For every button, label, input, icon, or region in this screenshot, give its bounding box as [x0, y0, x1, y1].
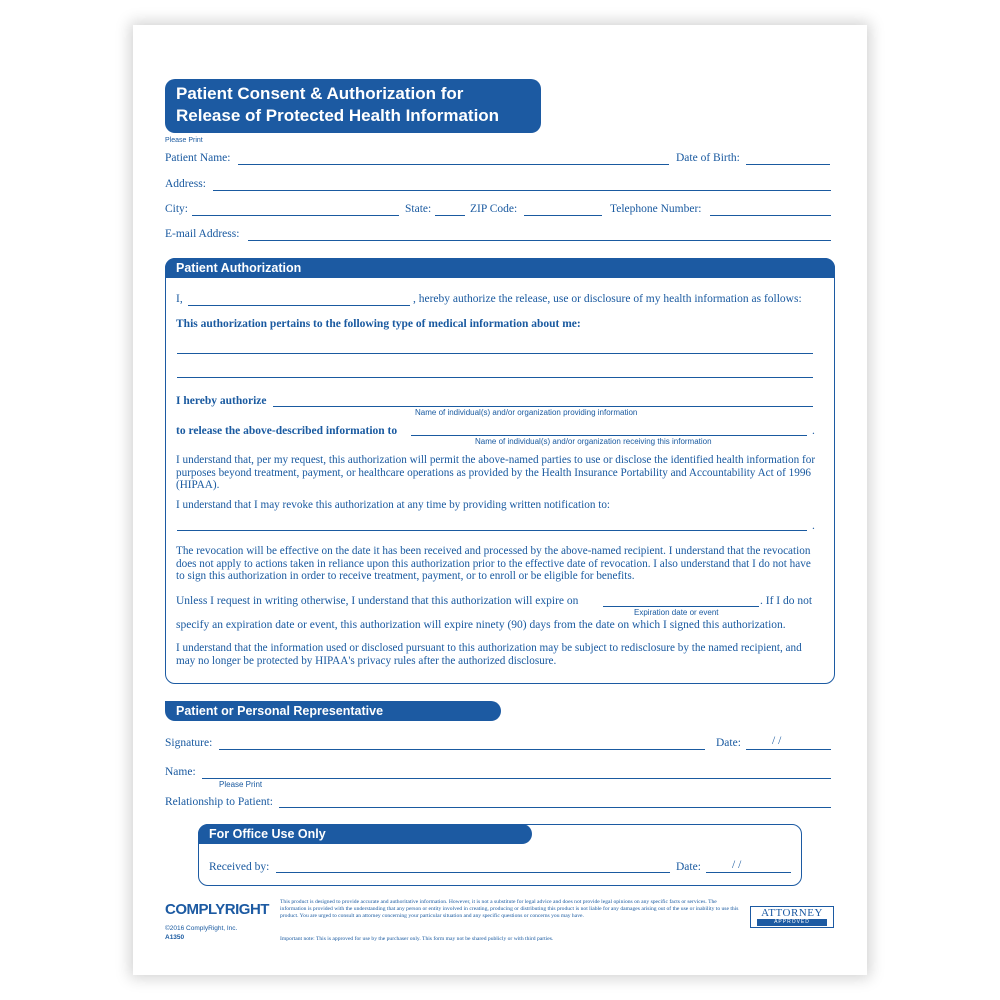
i-prefix: I,	[176, 293, 183, 305]
form-title	[165, 79, 541, 133]
please-print-note: Please Print	[165, 137, 203, 144]
expiration-field[interactable]	[603, 606, 759, 607]
dob-label: Date of Birth:	[676, 152, 740, 164]
revocation-period: .	[812, 520, 815, 532]
city-field[interactable]	[192, 215, 399, 216]
paragraph-redisclosure: I understand that the information used or disclosed pursuant to this authorization may be subject to redisclosure by the named recipient, and may no longer be protected by HIPAA's privacy rules after the authorized disclosure.	[176, 642, 802, 667]
authorizer-name-field[interactable]	[188, 305, 410, 306]
expiration-caption: Expiration date or event	[634, 608, 719, 617]
expire-suffix: . If I do not	[760, 595, 813, 607]
i-suffix: , hereby authorize the release, use or disclosure of my health information as follows:	[413, 293, 802, 305]
received-by-label: Received by:	[209, 861, 270, 873]
copyright-text: ©2016 ComplyRight, Inc.	[165, 925, 238, 932]
signature-field[interactable]	[219, 749, 705, 750]
office-date-label: Date:	[676, 861, 701, 873]
approved-text: APPROVED	[757, 919, 827, 926]
relationship-label: Relationship to Patient:	[165, 796, 273, 808]
signature-date-field[interactable]	[746, 749, 831, 750]
city-label: City:	[165, 203, 189, 215]
signature-date-slashes: / /	[772, 735, 782, 747]
authorization-heading: Patient Authorization	[165, 258, 835, 278]
office-date-field[interactable]	[706, 872, 791, 873]
representative-heading: Patient or Personal Representative	[165, 701, 501, 721]
address-field[interactable]	[213, 190, 831, 191]
email-label: E-mail Address:	[165, 228, 240, 240]
release-to-label: to release the above-described information to	[176, 425, 398, 437]
address-label: Address:	[165, 178, 206, 190]
office-date-slashes: / /	[732, 859, 742, 871]
signature-label: Signature:	[165, 737, 213, 749]
name-please-print: Please Print	[219, 780, 263, 789]
patient-name-label: Patient Name:	[165, 152, 231, 164]
expire-prefix: Unless I request in writing otherwise, I understand that this authorization will expire on	[176, 595, 579, 607]
title-line-1: Patient Consent & Authorization for	[176, 84, 464, 103]
provider-field[interactable]	[273, 406, 813, 407]
receiver-field[interactable]	[411, 435, 807, 436]
zip-label: ZIP Code:	[470, 203, 518, 215]
relationship-field[interactable]	[279, 807, 831, 808]
name-field[interactable]	[202, 778, 831, 779]
medical-info-line-1[interactable]	[177, 353, 813, 354]
name-label: Name:	[165, 766, 196, 778]
state-field[interactable]	[435, 215, 465, 216]
expire-line-2: specify an expiration date or event, this authorization will expire ninety (90) days from the date on which I signed this authorization.	[176, 619, 786, 631]
hereby-authorize-label: I hereby authorize	[176, 395, 267, 407]
paragraph-revocation: The revocation will be effective on the date it has been received and processed by the above-named recipient. I understand that the revocation does not apply to actions taken in reliance upon this authorization prior to the effective date of revocation. I also understand that I do not have to sign this authorization in order to receive treatment, payment, or to enroll or be eligible for benefits.	[176, 545, 811, 583]
attorney-text: ATTORNEY	[761, 907, 823, 919]
complyright-logo: COMPLYRIGHT	[165, 901, 269, 918]
telephone-label: Telephone Number:	[610, 203, 702, 215]
medical-info-line-2[interactable]	[177, 377, 813, 378]
attorney-approved-seal	[750, 906, 834, 928]
form-number: A1350	[165, 934, 185, 941]
email-field[interactable]	[248, 240, 831, 241]
paragraph-revoke: I understand that I may revoke this authorization at any time by providing written notification to:	[176, 499, 611, 511]
signature-date-label: Date:	[716, 737, 741, 749]
paragraph-understand: I understand that, per my request, this authorization will permit the above-named parties to use or disclose the identified health information for purposes beyond treatment, payment, or healthcare operations as provided by the Health Insurance Portability and Accountability Act of 1996 (HIPAA).	[176, 454, 816, 492]
receiver-caption: Name of individual(s) and/or organization receiving this information	[475, 437, 712, 446]
pertains-text: This authorization pertains to the following type of medical information about me:	[176, 318, 581, 330]
important-note: Important note: This is approved for use by the purchaser only. This form may not be shared publicly or with third parties.	[280, 936, 554, 942]
receiver-period: .	[812, 425, 815, 437]
provider-caption: Name of individual(s) and/or organization providing information	[415, 408, 638, 417]
patient-name-field[interactable]	[238, 164, 669, 165]
form-page	[133, 25, 867, 975]
revocation-address-field[interactable]	[177, 530, 807, 531]
zip-field[interactable]	[524, 215, 602, 216]
state-label: State:	[405, 203, 432, 215]
received-by-field[interactable]	[276, 872, 670, 873]
office-use-heading: For Office Use Only	[198, 824, 532, 844]
disclaimer-text: This product is designed to provide accurate and authoritative information. However, it is not a substitute for legal advice and does not provide legal opinions on any specific facts or services. The information is provided with the understanding that any person or entity involved in creating, producing or distributing this product is not liable for any damages arising out of the use or inability to use this product. You are urged to consult an attorney concerning your particular situation and any specific questions or concerns you may have.	[280, 899, 739, 920]
dob-field[interactable]	[746, 164, 830, 165]
telephone-field[interactable]	[710, 215, 831, 216]
title-line-2: Release of Protected Health Information	[176, 106, 500, 125]
